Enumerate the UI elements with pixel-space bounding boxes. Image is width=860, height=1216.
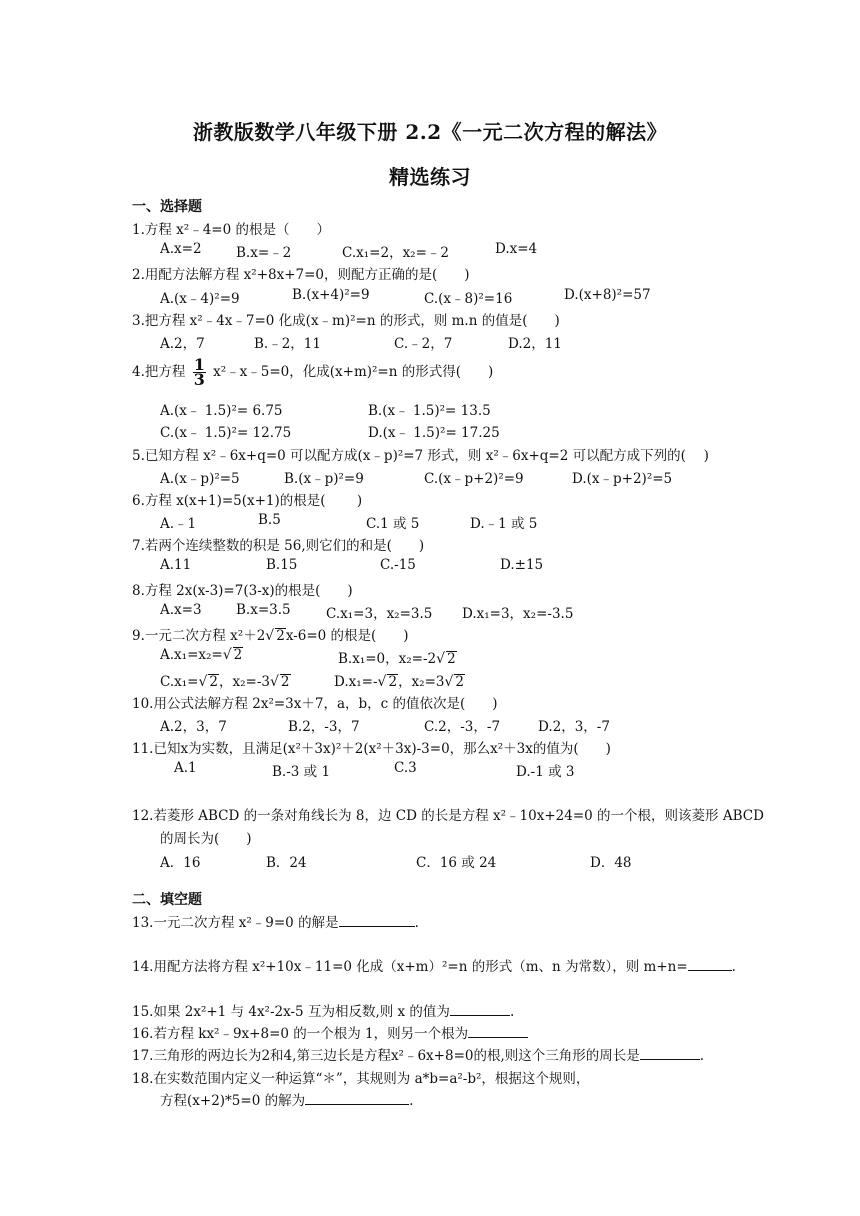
option-c-text-2: ，x₂=-3 [219, 674, 270, 690]
question-11: 11.已知x为实数，且满足(x²＋3x)²＋2(x²＋3x)-3=0，那么x²＋3x的值为( ) [132, 741, 611, 757]
option-d: D.x=4 [495, 241, 538, 257]
period: . [509, 1004, 515, 1020]
option-b-text: B.x₁=0，x₂=-2 [338, 651, 437, 667]
option-a: A.(x﹣4)²=9 [160, 291, 240, 307]
option-c: C.3 [394, 760, 417, 776]
option-c: C.x₁=2，x₂=﹣2 [342, 245, 449, 261]
fraction-one-third [193, 355, 206, 389]
sqrt-icon: √ [436, 651, 446, 667]
option-a: A.2，3，7 [160, 719, 227, 735]
option-a: A.x=2 [160, 241, 202, 257]
question-12-line2: 的周长为( ) [160, 831, 252, 847]
option-c: C.(x﹣p+2)²=9 [424, 471, 524, 487]
option-d: D.x₁=3，x₂=-3.5 [462, 606, 574, 622]
option-d: D.(x﹣p+2)²=5 [572, 471, 673, 487]
period: . [409, 1093, 414, 1109]
option-c: C.x₁=3，x₂=3.5 [326, 606, 433, 622]
question-12-options [160, 851, 780, 871]
section-fill: 二、填空题 [132, 892, 202, 908]
option-a: A.11 [160, 557, 192, 573]
question-4-options-row2 [160, 421, 780, 441]
question-6: 6.方程 x(x+1)=5(x+1)的根是( ) [132, 493, 363, 509]
question-9-options-row1 [160, 647, 780, 667]
option-c: C.(x﹣8)²=16 [424, 291, 513, 307]
option-c [160, 670, 291, 690]
question-10: 10.用公式法解方程 2x²=3x＋7，a，b，c 的值依次是( ) [132, 696, 498, 712]
option-d: D.2，3，-7 [538, 719, 610, 735]
period: . [699, 1048, 705, 1064]
question-9-part-a: 9.一元二次方程 x²＋2 [132, 628, 266, 644]
page-title: 浙教版数学八年级下册 2.2《一元二次方程的解法》 [192, 120, 668, 144]
question-5-options [160, 467, 780, 487]
question-11-options [174, 760, 794, 780]
answer-blank[interactable] [640, 1045, 700, 1060]
question-18-text: 方程(x+2)*5=0 的解为 [160, 1093, 306, 1109]
period: . [731, 959, 736, 975]
question-9-options-row2 [160, 670, 780, 690]
radicand: 2 [276, 628, 285, 644]
question-10-options [160, 715, 780, 735]
option-d: D.﹣1 或 5 [470, 516, 538, 532]
option-b: B.(x﹣ 1.5)²= 13.5 [368, 403, 491, 419]
option-a: A.1 [174, 760, 197, 776]
question-1-options [160, 241, 780, 261]
question-9 [132, 624, 409, 644]
option-c: C．16 或 24 [416, 855, 497, 871]
radicand: 2 [455, 674, 465, 690]
question-16-text: 16.若方程 kx²﹣9x+8=0 的一个根为 1，则另一个根为 [132, 1026, 469, 1042]
question-13-text: 13.一元二次方程 x²﹣9=0 的解是 [132, 915, 339, 931]
sqrt-icon: √ [222, 647, 232, 663]
sqrt-icon: √ [270, 674, 279, 690]
question-13 [132, 911, 419, 931]
option-a: A．16 [160, 855, 201, 871]
option-a: A.x=3 [160, 602, 202, 618]
question-4-prefix: 4.把方程 [132, 364, 186, 380]
question-3-options [160, 332, 780, 352]
question-1: 1.方程 x²﹣4=0 的根是（ ） [132, 222, 330, 238]
question-14-text: 14.用配方法将方程 x²+10x﹣11=0 化成（x+m）²=n 的形式（m、n 为常数），则 m+n= [132, 959, 688, 975]
section-choice: 一、选择题 [132, 199, 202, 215]
sqrt-icon: √ [265, 628, 275, 644]
option-d: D．48 [590, 855, 632, 871]
option-d: D.(x+8)²=57 [564, 287, 651, 303]
option-d: D.-1 或 3 [516, 764, 575, 780]
option-d: D.2，11 [508, 336, 562, 352]
answer-blank[interactable] [468, 1023, 528, 1038]
option-b: B.-3 或 1 [272, 764, 331, 780]
answer-blank[interactable] [450, 1001, 510, 1016]
option-b [338, 647, 457, 667]
option-a [160, 647, 243, 663]
answer-blank[interactable] [688, 956, 732, 971]
option-c-text: C.x₁= [160, 674, 199, 690]
option-b: B.x=3.5 [236, 602, 291, 618]
question-7-options [160, 557, 780, 577]
question-8: 8.方程 2x(x-3)=7(3-x)的根是( ) [132, 583, 353, 599]
option-a: A.﹣1 [160, 516, 197, 532]
fraction-denominator: 3 [193, 370, 205, 389]
option-c: C.-15 [380, 557, 416, 573]
question-6-options [160, 512, 780, 532]
answer-blank[interactable] [305, 1090, 409, 1105]
question-4-suffix: x²﹣x﹣5=0，化成(x+m)²=n 的形式得( ) [213, 364, 494, 380]
question-15-text: 15.如果 2x²+1 与 4x²-2x-5 互为相反数,则 x 的值为 [132, 1004, 450, 1020]
question-4 [132, 357, 493, 387]
question-17 [132, 1044, 704, 1064]
question-15 [132, 1000, 514, 1020]
option-c: C.1 或 5 [366, 516, 420, 532]
page-subtitle: 精选练习 [389, 165, 471, 189]
option-b: B.(x+4)²=9 [292, 287, 370, 303]
option-c: C.﹣2，7 [394, 336, 453, 352]
question-3: 3.把方程 x²﹣4x﹣7=0 化成(x﹣m)²=n 的形式，则 m.n 的值是( ) [132, 313, 560, 329]
radicand: 2 [388, 674, 398, 690]
question-7: 7.若两个连续整数的积是 56,则它们的和是( ) [132, 538, 425, 554]
question-14 [132, 955, 736, 975]
option-d: D.±15 [500, 557, 544, 573]
option-b: B.15 [266, 557, 298, 573]
question-18-line1: 18.在实数范围内定义一种运算“＊”，其规则为 a*b=a²-b²，根据这个规则， [132, 1071, 590, 1087]
sqrt-icon: √ [377, 674, 387, 690]
sqrt-icon: √ [444, 674, 454, 690]
radicand: 2 [447, 651, 456, 667]
option-b: B．24 [266, 855, 307, 871]
option-b: B.x=﹣2 [236, 245, 292, 261]
option-a: A.2，7 [160, 336, 205, 352]
radicand: 2 [233, 647, 243, 663]
option-c: C.(x﹣ 1.5)²= 12.75 [160, 425, 292, 441]
question-17-text: 17.三角形的两边长为2和4,第三边长是方程x²﹣6x+8=0的根,则这个三角形的周长是 [132, 1048, 640, 1064]
option-b: B.(x﹣p)²=9 [284, 471, 364, 487]
option-a: A.(x﹣p)²=5 [160, 471, 240, 487]
option-b: B.5 [258, 512, 281, 528]
option-d-text: D.x₁=- [334, 674, 378, 690]
question-8-options [160, 602, 780, 622]
option-a-text: A.x₁=x₂= [160, 647, 223, 663]
radicand: 2 [280, 674, 290, 690]
question-2: 2.用配方法解方程 x²+8x+7=0，则配方正确的是( ) [132, 267, 470, 283]
option-d-text-2: ，x₂=3 [398, 674, 445, 690]
question-16 [132, 1022, 528, 1042]
question-2-options [160, 287, 780, 307]
answer-blank[interactable] [339, 912, 415, 927]
option-d [334, 670, 465, 690]
question-4-options-row1 [160, 399, 780, 419]
option-b: B.2，-3，7 [288, 719, 360, 735]
option-a: A.(x﹣ 1.5)²= 6.75 [160, 403, 283, 419]
question-18-line2 [160, 1089, 413, 1109]
question-9-part-b: x-6=0 的根是( ) [285, 628, 409, 644]
fraction-numerator: 1 [193, 355, 205, 374]
option-b: B.﹣2，11 [254, 336, 321, 352]
radicand: 2 [209, 674, 218, 690]
option-c: C.2，-3，-7 [424, 719, 501, 735]
question-5: 5.已知方程 x²﹣6x+q=0 可以配方成(x﹣p)²=7 形式，则 x²﹣6x+q=2 可以配方成下列的( ) [132, 448, 709, 464]
sqrt-icon: √ [198, 674, 208, 690]
option-d: D.(x﹣ 1.5)²= 17.25 [368, 425, 500, 441]
period: . [414, 915, 419, 931]
question-12-line1: 12.若菱形 ABCD 的一条对角线长为 8，边 CD 的长是方程 x²﹣10x+24=0 的一个根，则该菱形 ABCD [132, 808, 764, 824]
